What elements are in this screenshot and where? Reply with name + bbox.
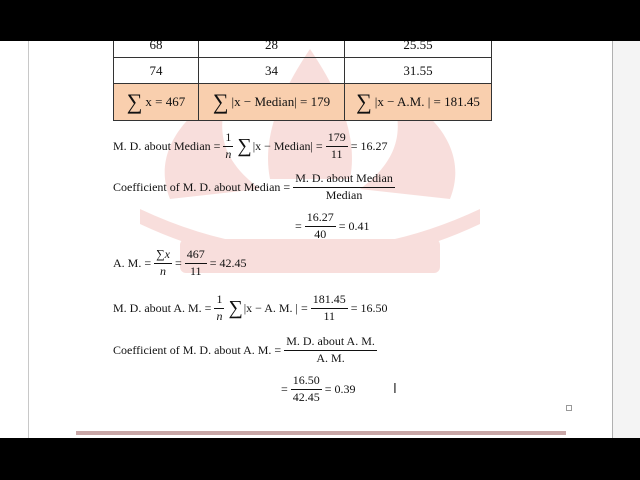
sum-mean-cell bbox=[345, 84, 492, 121]
md-median-result: = 16.27 bbox=[350, 138, 388, 153]
sum-x-over-n: $\frac{\sum x}{n}$ bbox=[156, 247, 170, 278]
sum-x-label: x = 467 bbox=[145, 94, 186, 109]
md-median-equation bbox=[113, 131, 387, 162]
sum-mean-label: |x − A.M. | = 181.45 bbox=[374, 94, 480, 109]
sigma-symbol: ∑ bbox=[356, 89, 372, 114]
coef-median-value-fraction: $\frac{16.27}{40}$ bbox=[306, 210, 334, 241]
am-equation: A. M. = $\frac{\sum x}{n}$ = $\frac{467}{11}$ = 42.45 bbox=[113, 247, 247, 278]
am-lhs: A. M. = bbox=[113, 255, 152, 270]
page-left-edge bbox=[28, 41, 29, 438]
document-viewport bbox=[0, 41, 640, 438]
sigma-symbol: ∑ bbox=[156, 247, 165, 261]
coef-am-equation bbox=[113, 335, 380, 366]
cell-dev-median: 28 bbox=[199, 41, 345, 58]
sum-median-label: |x − Median| = 179 bbox=[231, 94, 331, 109]
sigma-symbol: ∑ bbox=[126, 89, 143, 114]
sigma-symbol: ∑ bbox=[212, 89, 229, 114]
coef-am-lhs: Coefficient of M. D. about A. M. = bbox=[113, 342, 282, 357]
sigma-symbol: ∑ bbox=[228, 297, 243, 320]
md-median-fraction: $\frac{179}{11}$ bbox=[327, 130, 346, 161]
md-am-fraction: $\frac{181.45}{11}$ bbox=[312, 292, 346, 323]
coef-am-fraction: $\frac{\text{M. D. about A. M.}}{A. M.}$ bbox=[286, 334, 375, 365]
cell-x: 74 bbox=[114, 58, 199, 84]
coef-median-lhs: Coefficient of M. D. about Median = bbox=[113, 179, 291, 194]
coef-median-result: = 0.41 bbox=[338, 218, 370, 233]
cell-dev-mean: 25.55 bbox=[345, 41, 492, 58]
table-row bbox=[114, 41, 492, 58]
table-row bbox=[114, 58, 492, 84]
right-gutter bbox=[613, 41, 640, 438]
sum-row bbox=[114, 84, 492, 121]
sigma-symbol: ∑ bbox=[237, 135, 252, 158]
text-cursor-icon: I bbox=[393, 382, 397, 397]
coef-am-value: = $\frac{16.50}{42.45}$ = 0.39 bbox=[281, 373, 356, 404]
page-bottom-rule bbox=[76, 431, 566, 435]
page-right-edge bbox=[612, 41, 613, 438]
coef-median-equation bbox=[113, 172, 398, 203]
md-am-sum-term: |x − A. M. | = bbox=[243, 300, 308, 315]
one-over-n: $\frac{1}{n}$ bbox=[216, 292, 223, 323]
coef-am-value-fraction: $\frac{16.50}{42.45}$ bbox=[292, 373, 320, 404]
am-fraction: $\frac{467}{11}$ bbox=[186, 247, 205, 278]
sum-x-cell bbox=[114, 84, 199, 121]
am-result: = 42.45 bbox=[209, 255, 247, 270]
deviation-table bbox=[113, 41, 492, 121]
one-over-n: $\frac{1}{n}$ bbox=[225, 130, 232, 161]
coef-am-result: = 0.39 bbox=[324, 381, 356, 396]
cell-dev-mean: 31.55 bbox=[345, 58, 492, 84]
sum-median-cell bbox=[199, 84, 345, 121]
md-median-sum-term: |x − Median| = bbox=[252, 138, 323, 153]
md-am-result: = 16.50 bbox=[350, 300, 388, 315]
md-median-lhs: M. D. about Median = bbox=[113, 138, 221, 153]
page-corner-mark bbox=[566, 405, 572, 411]
cell-x: 68 bbox=[114, 41, 199, 58]
md-am-lhs: M. D. about A. M. = bbox=[113, 300, 212, 315]
coef-median-fraction: $\frac{\text{M. D. about Median}}{\text{Median}}$ bbox=[295, 171, 393, 202]
md-am-equation bbox=[113, 293, 388, 324]
cell-dev-median: 34 bbox=[199, 58, 345, 84]
coef-median-value: = $\frac{16.27}{40}$ = 0.41 bbox=[295, 210, 370, 241]
